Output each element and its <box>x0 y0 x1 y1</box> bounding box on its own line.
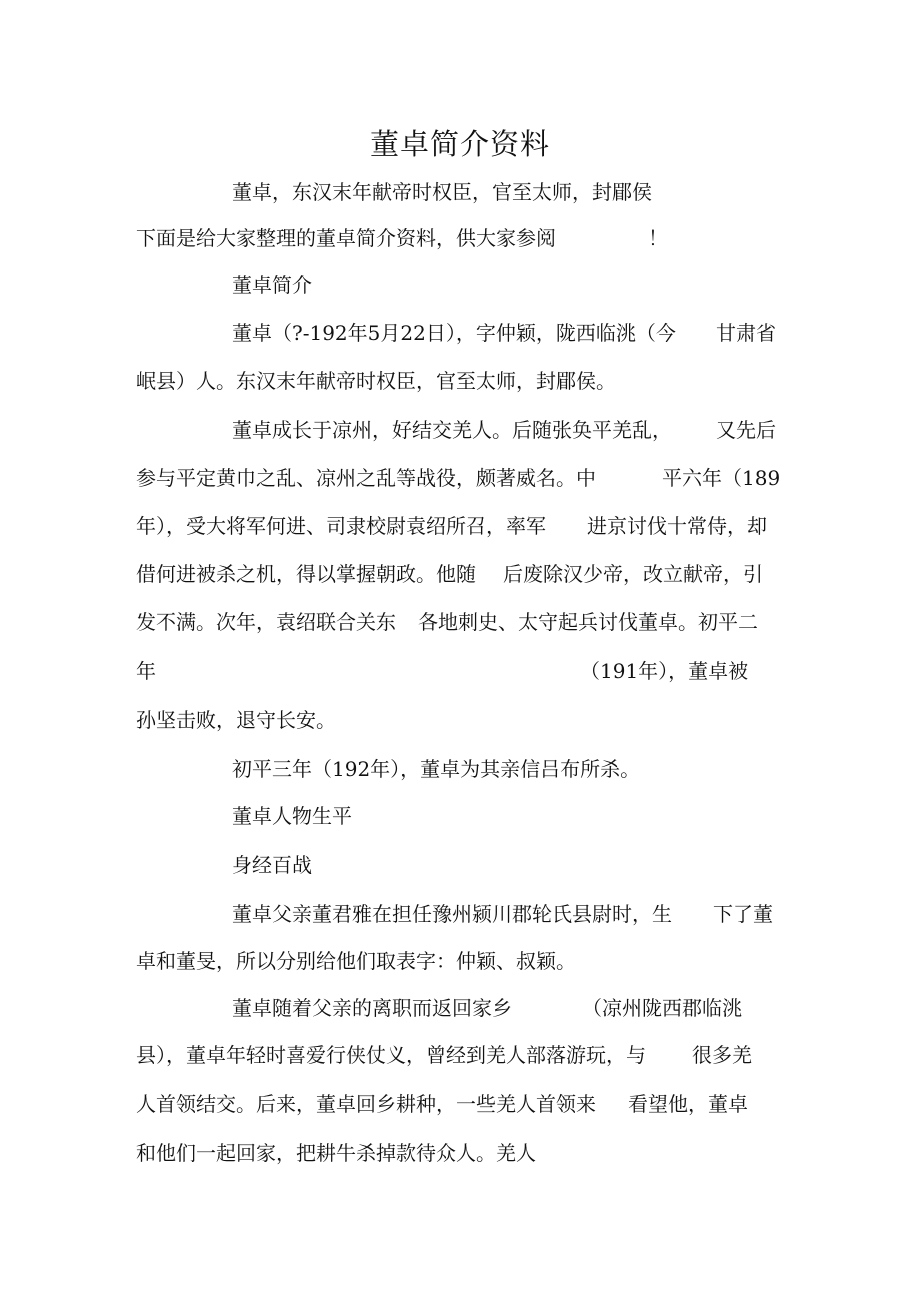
text-line: 董卓父亲董君雅在担任豫州颍川郡轮氏县尉时，生 <box>232 902 672 926</box>
text-line: 各地刺史、太守起兵讨伐董卓。初平二 <box>418 610 758 634</box>
text-line: 董卓（?-192年5月22日），字仲颖，陇西临洮（今 <box>232 321 676 345</box>
text-line: 又先后 <box>716 418 776 442</box>
text-line: 年 <box>136 659 156 683</box>
text-line: 人首领结交。后来，董卓回乡耕种，一些羌人首领来 <box>136 1092 596 1116</box>
text-line: 年），受大将军何进、司隶校尉袁绍所召，率军 <box>136 514 546 538</box>
text-line: 董卓成长于凉州，好结交羌人。后随张奂平羌乱， <box>232 418 672 442</box>
text-line: 卓和董旻，所以分别给他们取表字：仲颖、叔颖。 <box>136 949 576 973</box>
text-line: （191年），董卓被 <box>580 659 749 683</box>
text-line: 很多羌 <box>692 1043 752 1067</box>
text-line: 初平三年（192年），董卓为其亲信吕布所杀。 <box>232 757 641 781</box>
text-line: ！ <box>648 226 668 250</box>
text-line: 董卓随着父亲的离职而返回家乡 <box>232 996 512 1020</box>
text-line: （凉州陇西郡临洮 <box>582 996 742 1020</box>
text-line: 看望他，董卓 <box>628 1092 748 1116</box>
text-line: 县），董卓年轻时喜爱行侠仗义，曾经到羌人部落游玩，与 <box>136 1043 646 1067</box>
text-line: 平六年（189 <box>662 466 781 490</box>
section-heading: 董卓人物生平 <box>232 804 352 828</box>
text-line: 孙坚击败，退守长安。 <box>136 708 336 732</box>
text-line: 下了董 <box>713 902 773 926</box>
sub-heading: 身经百战 <box>232 853 312 877</box>
text-line: 下面是给大家整理的董卓简介资料，供大家参阅 <box>136 226 556 250</box>
text-line: 岷县）人。东汉末年献帝时权臣，官至太师，封郿侯。 <box>136 369 616 393</box>
section-heading: 董卓简介 <box>232 273 312 297</box>
text-line: 甘肃省 <box>716 321 776 345</box>
text-line: 发不满。次年，袁绍联合关东 <box>136 610 396 634</box>
text-line: 后废除汉少帝，改立献帝，引 <box>503 562 763 586</box>
text-line: 参与平定黄巾之乱、凉州之乱等战役，颇著威名。中 <box>136 466 596 490</box>
text-line: 和他们一起回家，把耕牛杀掉款待众人。羌人 <box>136 1141 536 1165</box>
document-title: 董卓简介资料 <box>369 127 550 161</box>
text-line: 董卓，东汉末年献帝时权臣，官至太师，封郿侯 <box>232 180 652 204</box>
text-line: 借何进被杀之机，得以掌握朝政。他随 <box>136 562 476 586</box>
text-line: 进京讨伐十常侍，却 <box>587 514 767 538</box>
